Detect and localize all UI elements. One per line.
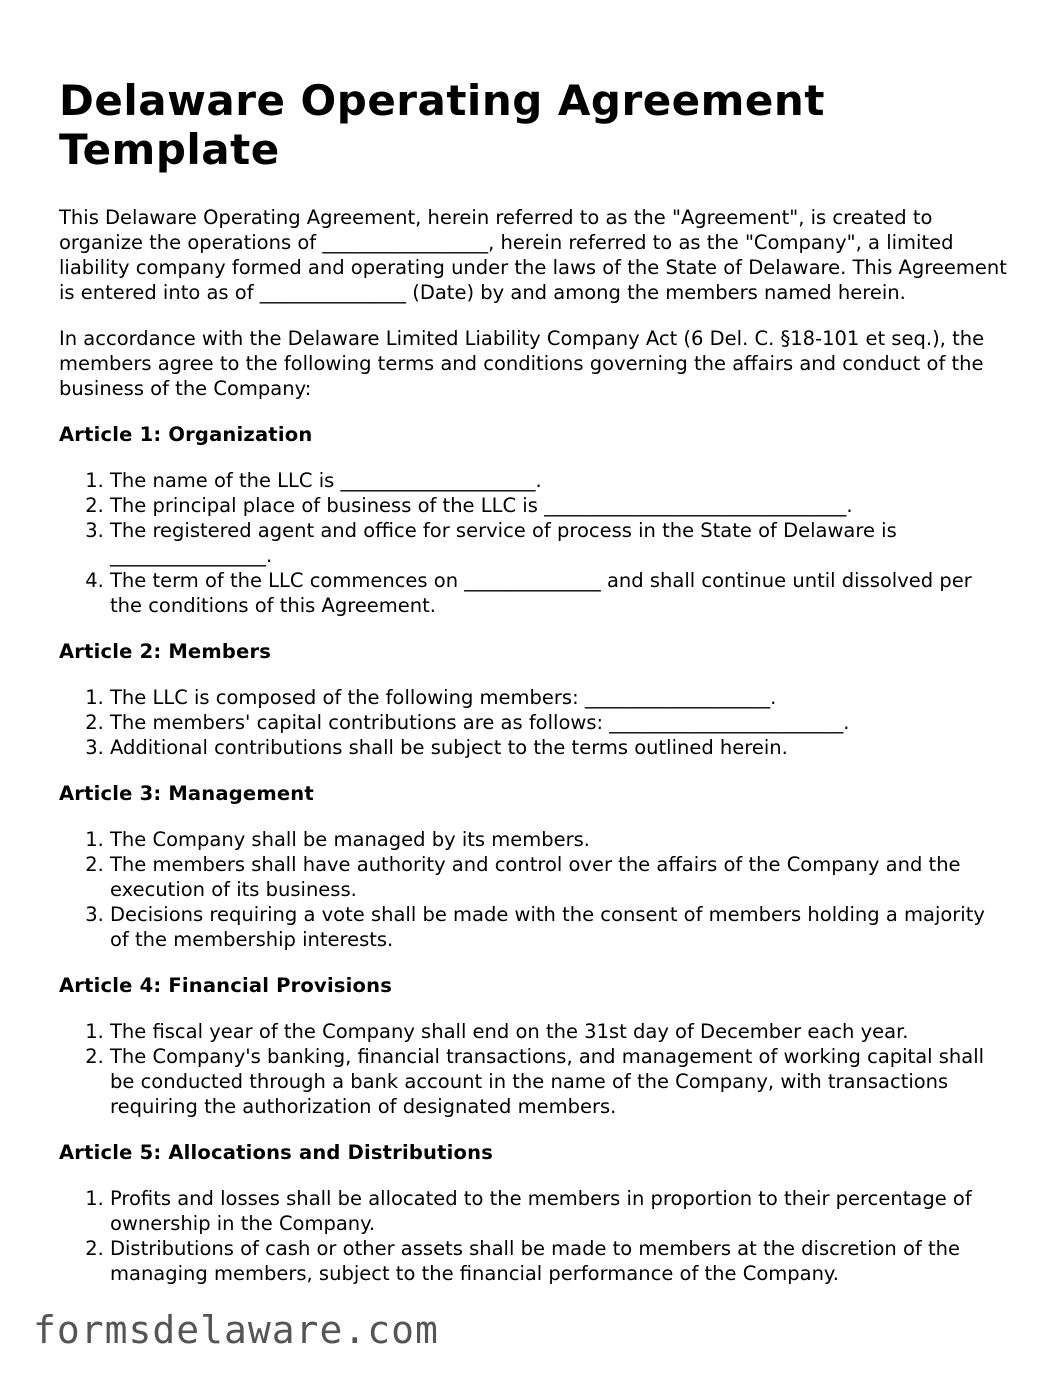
list-item: 1. The name of the LLC is ____________________.	[110, 468, 1009, 493]
list-item: 1. The LLC is composed of the following members: ___________________.	[110, 685, 1009, 710]
intro-paragraph-1: This Delaware Operating Agreement, herein referred to as the "Agreement", is created to organize the operations of _________________, herein referred to as the "Company", a limited liability company formed and operating under the laws of the State of Delaware. This Agreement is entered into as of _______________ (Date) by and among the members named herein.	[59, 206, 1007, 304]
list-item: 1. The Company shall be managed by its members.	[110, 827, 1009, 852]
list-item: 1. Profits and losses shall be allocated to the members in proportion to their percentage of ownership in the Company.	[110, 1186, 1009, 1236]
document-body	[59, 76, 1009, 1307]
list-item: 2. The members shall have authority and control over the affairs of the Company and the execution of its business.	[110, 852, 1009, 902]
article-2-heading: Article 2: Members	[59, 640, 272, 663]
list-item: 3. Decisions requiring a vote shall be made with the consent of members holding a majority of the membership interests.	[110, 902, 1009, 952]
article-4-list	[59, 1019, 1009, 1119]
document-title: Delaware Operating Agreement Template	[59, 76, 825, 174]
list-item: 4. The term of the LLC commences on ______________ and shall continue until dissolved per the conditions of this Agreement.	[110, 568, 1009, 618]
article-5-heading: Article 5: Allocations and Distributions	[59, 1141, 494, 1164]
article-2-list	[59, 685, 1009, 760]
article-1-list	[59, 468, 1009, 618]
article-3-heading: Article 3: Management	[59, 782, 314, 805]
article-3-list	[59, 827, 1009, 952]
list-item: 3. Additional contributions shall be subject to the terms outlined herein.	[110, 735, 1009, 760]
list-item: 1. The fiscal year of the Company shall end on the 31st day of December each year.	[110, 1019, 1009, 1044]
article-5-list	[59, 1186, 1009, 1286]
site-watermark: formsdelaware.com	[33, 1308, 439, 1352]
list-item: 2. The members' capital contributions are as follows: ________________________.	[110, 710, 1009, 735]
intro-paragraph-2: In accordance with the Delaware Limited Liability Company Act (6 Del. C. §18-101 et seq.), the members agree to the following terms and conditions governing the affairs and conduct of the business of the Company:	[59, 327, 985, 400]
list-item: 2. The principal place of business of the LLC is _______________________________.	[110, 493, 1009, 518]
article-1-heading: Article 1: Organization	[59, 423, 313, 446]
list-item: 2. The Company's banking, financial transactions, and management of working capital shall be conducted through a bank account in the name of the Company, with transactions requiring the authorization of designated members.	[110, 1044, 1009, 1119]
list-item: 2. Distributions of cash or other assets shall be made to members at the discretion of the managing members, subject to the financial performance of the Company.	[110, 1236, 1009, 1286]
list-item: 3. The registered agent and office for service of process in the State of Delaware is ________________.	[110, 518, 1009, 568]
article-4-heading: Article 4: Financial Provisions	[59, 974, 393, 997]
